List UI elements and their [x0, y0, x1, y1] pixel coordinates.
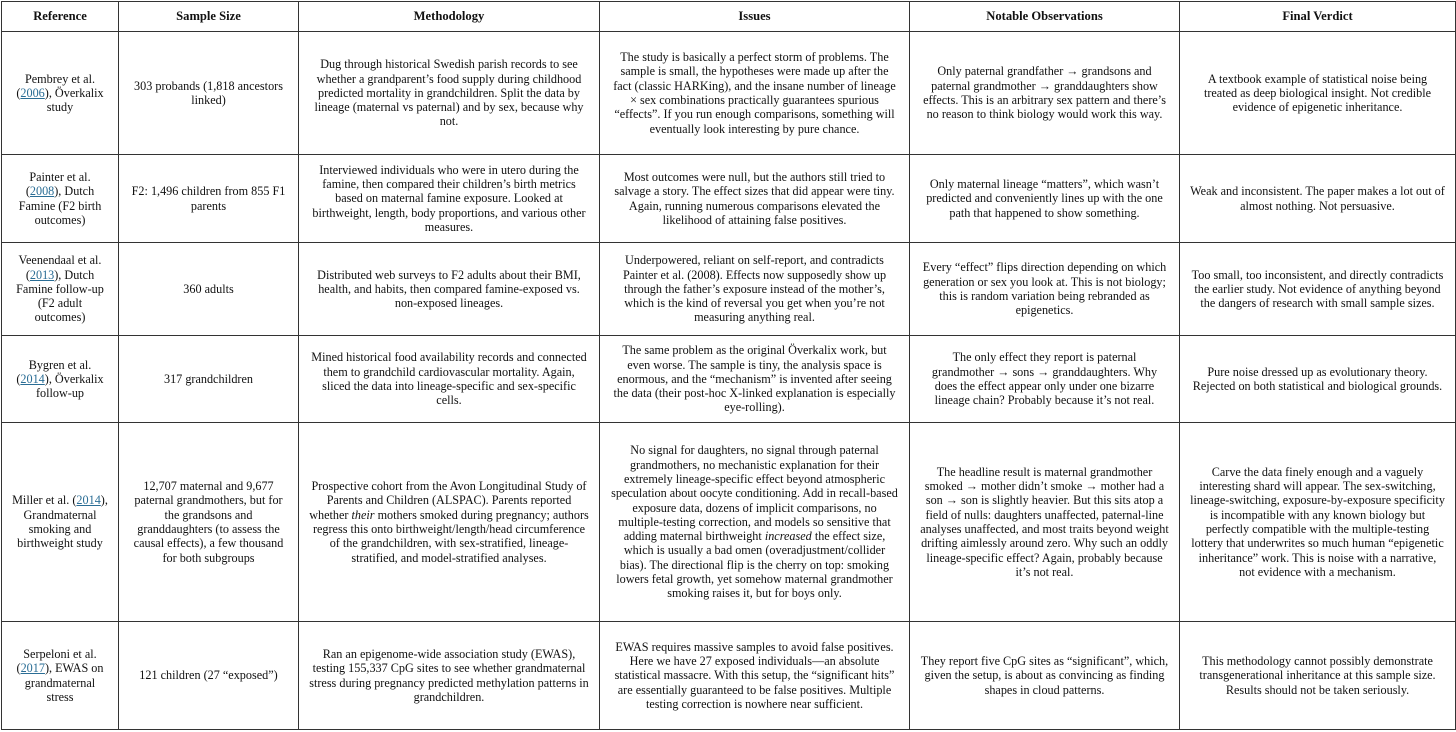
citation-link[interactable]: 2006: [20, 85, 45, 100]
reference-cell: Veenendaal et al. (2013), Dutch Famine follow-up (F2 adult outcomes): [2, 243, 119, 336]
review-table: [1, 1, 1456, 730]
issues-cell: EWAS requires massive samples to avoid false positives. Here we have 27 exposed individuals—an absolute statistical massacre. With this setup, the “significant hits” are essentially guaranteed to be false positives. Multiple testing correction is nowhere near sufficient.: [600, 622, 910, 730]
sample-size-cell: 360 adults: [119, 243, 299, 336]
header-final-verdict: Final Verdict: [1180, 2, 1456, 32]
sample-size-cell: F2: 1,496 children from 855 F1 parents: [119, 155, 299, 243]
issues-cell: No signal for daughters, no signal through paternal grandmothers, no mechanistic explanation for their extremely lineage-specific effect beyond atmospheric speculation about oocyte conditioning. Add in recall-based exposure data, dozens of implicit comparisons, no multiple-testing correction, and models so sensitive that adding maternal birthweight increased the effect size, which is usually a bad omen (overadjustment/collider bias). The directional flip is the cherry on top: smoking lowers fetal growth, yet somehow maternal grandmother smoking raises it, but for boys only.: [600, 423, 910, 622]
issues-cell: The study is basically a perfect storm of problems. The sample is small, the hypotheses were made up after the fact (classic HARKing), and the insane number of lineage × sex combinations practically guarantees spurious “effects”. If you run enough comparisons, something will eventually look interesting by pure chance.: [600, 32, 910, 155]
reference-cell: Painter et al. (2008), Dutch Famine (F2 birth outcomes): [2, 155, 119, 243]
citation-link[interactable]: 2014: [76, 493, 101, 508]
sample-size-cell: 12,707 maternal and 9,677 paternal grandmothers, but for the grandsons and granddaughters (to assess the causal effects), a few thousand for both subgroups: [119, 423, 299, 622]
table-row: [2, 622, 1456, 730]
header-methodology: Methodology: [299, 2, 600, 32]
observations-cell: The only effect they report is paternal grandmother → sons → granddaughters. Why does the effect appear only under one bizarre lineage chain? Probably because it’s not real.: [910, 336, 1180, 423]
sample-size-cell: 121 children (27 “exposed”): [119, 622, 299, 730]
reference-cell: Miller et al. (2014), Grandmaternal smoking and birthweight study: [2, 423, 119, 622]
methodology-cell: Dug through historical Swedish parish records to see whether a grandparent’s food supply during childhood predicted mortality in grandchildren. Split the data by lineage (maternal vs paternal) and by sex, because why not.: [299, 32, 600, 155]
citation-link[interactable]: 2017: [20, 661, 45, 676]
table-row: [2, 32, 1456, 155]
sample-size-cell: 303 probands (1,818 ancestors linked): [119, 32, 299, 155]
reference-cell: Pembrey et al. (2006), Överkalix study: [2, 32, 119, 155]
header-row: [2, 2, 1456, 32]
verdict-cell: Carve the data finely enough and a vaguely interesting shard will appear. The sex-switching, lineage-switching, exposure-by-exposure specificity is incompatible with any known biology but perfectly compatible with the multiple-testing lottery that underwrites so much human “epigenetic inheritance” work. This is noise with a narrative, not evidence with a mechanism.: [1180, 423, 1456, 622]
table-row: [2, 423, 1456, 622]
sample-size-cell: 317 grandchildren: [119, 336, 299, 423]
observations-cell: Every “effect” flips direction depending on which generation or sex you look at. This is not biology; this is random variation being rebranded as epigenetics.: [910, 243, 1180, 336]
issues-cell: The same problem as the original Överkalix work, but even worse. The sample is tiny, the analysis space is enormous, and the “mechanism” is invented after seeing the data (their post-hoc X-linked explanation is especially eye-rolling).: [600, 336, 910, 423]
methodology-cell: Interviewed individuals who were in utero during the famine, then compared their children’s birth metrics based on maternal famine exposure. Looked at birthweight, length, body proportions, and various other measures.: [299, 155, 600, 243]
verdict-cell: Weak and inconsistent. The paper makes a lot out of almost nothing. Not persuasive.: [1180, 155, 1456, 243]
observations-cell: They report five CpG sites as “significant”, which, given the setup, is about as convincing as finding shapes in cloud patterns.: [910, 622, 1180, 730]
methodology-cell: Prospective cohort from the Avon Longitudinal Study of Parents and Children (ALSPAC). Parents reported whether their mothers smoked during pregnancy; authors regress this onto birthweight/length/head circumference of the grandchildren, with sex-stratified, lineage-stratified, and model-stratified analyses.: [299, 423, 600, 622]
observations-cell: The headline result is maternal grandmother smoked → mother didn’t smoke → mother had a son → son is slightly heavier. But this sits atop a field of nulls: daughters unaffected, paternal-line analyses unaffected, and most traits beyond weight drifting aimlessly around zero. Why such an oddly lineage-specific effect? Again, probably because it’s not real.: [910, 423, 1180, 622]
citation-link[interactable]: 2013: [29, 267, 55, 282]
citation-link[interactable]: 2008: [29, 184, 55, 199]
verdict-cell: This methodology cannot possibly demonstrate transgenerational inheritance at this sample size. Results should not be taken seriously.: [1180, 622, 1456, 730]
issues-cell: Most outcomes were null, but the authors still tried to salvage a story. The effect sizes that did appear were tiny. Again, running numerous comparisons elevated the likelihood of attaining false positives.: [600, 155, 910, 243]
header-issues: Issues: [600, 2, 910, 32]
table-row: [2, 155, 1456, 243]
header-notable-observations: Notable Observations: [910, 2, 1180, 32]
verdict-cell: A textbook example of statistical noise being treated as deep biological insight. Not credible evidence of epigenetic inheritance.: [1180, 32, 1456, 155]
table-row: [2, 336, 1456, 423]
citation-link[interactable]: 2014: [20, 371, 45, 386]
observations-cell: Only maternal lineage “matters”, which wasn’t predicted and conveniently lines up with the one path that happened to show something.: [910, 155, 1180, 243]
reference-cell: Serpeloni et al. (2017), EWAS on grandmaternal stress: [2, 622, 119, 730]
methodology-cell: Distributed web surveys to F2 adults about their BMI, health, and habits, then compared famine-exposed vs. non-exposed lineages.: [299, 243, 600, 336]
observations-cell: Only paternal grandfather → grandsons and paternal grandmother → granddaughters show effects. This is an arbitrary sex pattern and there’s no reason to think biology would work this way.: [910, 32, 1180, 155]
header-sample-size: Sample Size: [119, 2, 299, 32]
verdict-cell: Too small, too inconsistent, and directly contradicts the earlier study. Not evidence of anything beyond the dangers of research with small sample sizes.: [1180, 243, 1456, 336]
verdict-cell: Pure noise dressed up as evolutionary theory. Rejected on both statistical and biological grounds.: [1180, 336, 1456, 423]
methodology-cell: Ran an epigenome-wide association study (EWAS), testing 155,337 CpG sites to see whether grandmaternal stress during pregnancy predicted methylation patterns in grandchildren.: [299, 622, 600, 730]
issues-cell: Underpowered, reliant on self-report, and contradicts Painter et al. (2008). Effects now supposedly show up through the father’s exposure instead of the mother’s, which is the kind of reversal you get when you’re not measuring anything real.: [600, 243, 910, 336]
table-row: [2, 243, 1456, 336]
methodology-cell: Mined historical food availability records and connected them to grandchild cardiovascular mortality. Again, sliced the data into lineage-specific and sex-specific cells.: [299, 336, 600, 423]
reference-cell: Bygren et al. (2014), Överkalix follow-up: [2, 336, 119, 423]
header-reference: Reference: [2, 2, 119, 32]
